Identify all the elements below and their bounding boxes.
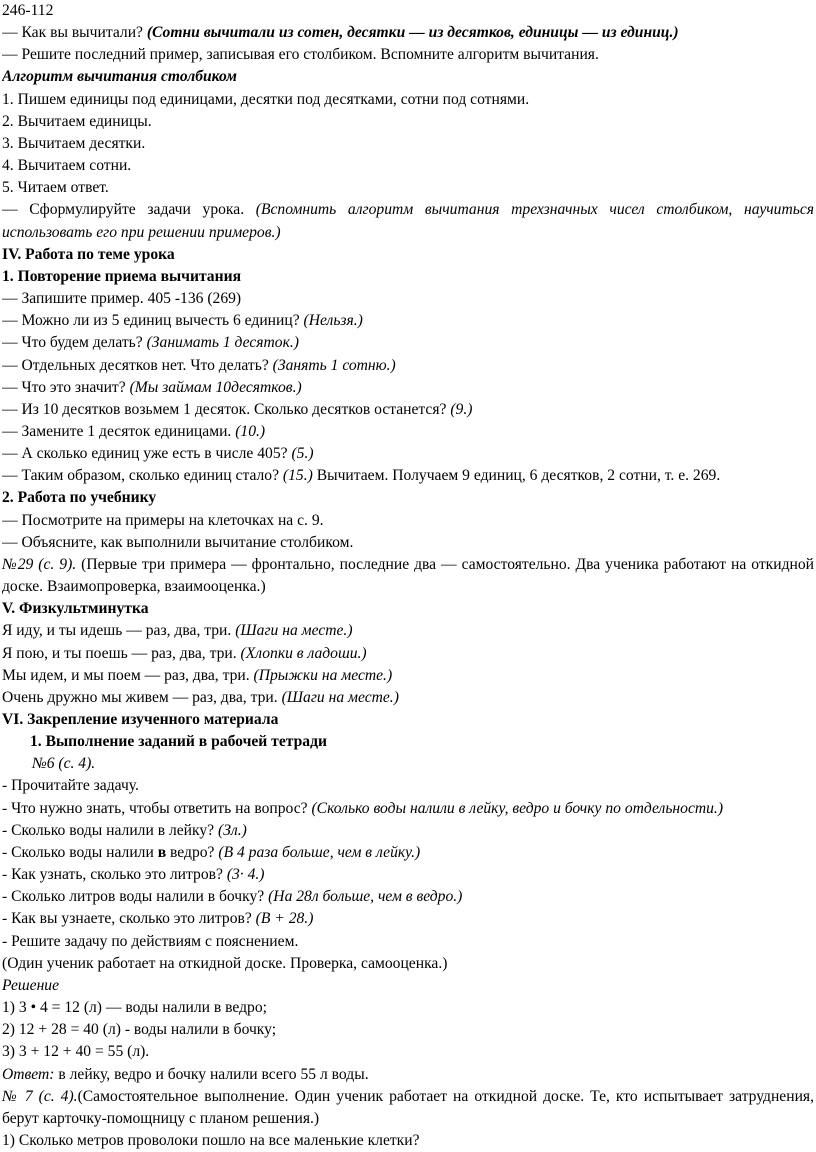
- subsection-repeat-heading: 1. Повторение приема вычитания: [2, 267, 241, 285]
- workbook-line-5: - Как узнать, сколько это литров? (3· 4.): [2, 866, 265, 884]
- solution-step-2: 2) 12 + 28 = 40 (л) - воды налили в бочку;: [2, 1021, 277, 1039]
- task-7-question-1: 1) Сколько метров проволоки пошло на все маленькие клетки?: [2, 1131, 420, 1149]
- algorithm-step-4: 4. Вычитаем сотни.: [2, 157, 132, 175]
- subsection-workbook-heading: 1. Выполнение заданий в рабочей тетради: [30, 733, 327, 751]
- solution-step-1: 1) 3 • 4 = 12 (л) — воды налили в ведро;: [2, 999, 267, 1017]
- answer-line: Ответ: в лейку, ведро и бочку налили всего 55 л воды.: [2, 1065, 369, 1083]
- workbook-line-6: - Сколько литров воды налили в бочку? (На 28л больше, чем в ведро.): [2, 888, 463, 906]
- question-how-subtracted: — Как вы вычитали? (Сотни вычитали из сотен, десятки — из десятков, единицы — из единиц.): [2, 24, 679, 42]
- dialog-line-6: — Из 10 десятков возьмем 1 десяток. Сколько десятков останется? (9.): [2, 400, 473, 418]
- poem-line-1: Я иду, и ты идешь — раз, два, три. (Шаги на месте.): [2, 622, 353, 640]
- textbook-line-1: — Посмотрите на примеры на клеточках на с. 9.: [2, 511, 324, 529]
- poem-line-4: Очень дружно мы живем — раз, два, три. (Шаги на месте.): [2, 688, 399, 706]
- workbook-line-7: - Как вы узнаете, сколько это литров? (В + 28.): [2, 910, 314, 928]
- workbook-note: (Один ученик работает на откидной доске. Проверка, самооценка.): [2, 954, 448, 972]
- dialog-line-7: — Замените 1 десяток единицами. (10.): [2, 422, 266, 440]
- dialog-line-2: — Можно ли из 5 единиц вычесть 6 единиц? (Нельзя.): [2, 312, 363, 330]
- task-29: №29 (с. 9). (Первые три примера — фронтально, последние два — самостоятельно. Два ученика работают на откидной доске. Взаимопроверка, взаимооценка.): [2, 555, 814, 596]
- algorithm-step-1: 1. Пишем единицы под единицами, десятки под десятками, сотни под сотнями.: [2, 90, 530, 108]
- workbook-line-4: - Сколько воды налили в ведро? (В 4 раза больше, чем в лейку.): [2, 843, 421, 861]
- subsection-textbook-heading: 2. Работа по учебнику: [2, 489, 157, 507]
- dialog-line-5: — Что это значит? (Мы займам 10десятков.): [2, 378, 302, 396]
- algorithm-step-3: 3. Вычитаем десятки.: [2, 134, 146, 152]
- dialog-line-1: — Запишите пример. 405 -136 (269): [2, 290, 242, 308]
- example-246-112: 246-112: [2, 2, 54, 19]
- workbook-line-1: - Прочитайте задачу.: [2, 777, 139, 795]
- solution-label: Решение: [2, 976, 60, 994]
- algorithm-heading: Алгоритм вычитания столбиком: [2, 68, 237, 86]
- workbook-line-3: - Сколько воды налили в лейку? (Зл.): [2, 821, 247, 839]
- algorithm-step-2: 2. Вычитаем единицы.: [2, 112, 152, 130]
- task-6-label: №6 (с. 4).: [32, 755, 96, 773]
- poem-line-3: Мы идем, и мы поем — раз, два, три. (Прыжки на месте.): [2, 666, 393, 684]
- section-iv-heading: IV. Работа по теме урока: [2, 245, 175, 263]
- solution-step-3: 3) 3 + 12 + 40 = 55 (л).: [2, 1043, 150, 1061]
- lesson-goals: — Сформулируйте задачи урока. (Вспомнить алгоритм вычитания трехзначных чисел столбиком, научиться использовать его при решении примеров.): [2, 201, 814, 241]
- algorithm-step-5: 5. Читаем ответ.: [2, 179, 109, 197]
- section-vi-heading: VI. Закрепление изученного материала: [2, 711, 279, 728]
- dialog-line-8: — А сколько единиц уже есть в числе 405? (5.): [2, 445, 314, 463]
- dialog-line-3: — Что будем делать? (Занимать 1 десяток.): [2, 334, 299, 352]
- section-v-heading: V. Физкультминутка: [2, 600, 149, 618]
- poem-line-2: Я пою, и ты поешь — раз, два, три. (Хлопки в ладоши.): [2, 644, 367, 662]
- textbook-line-2: — Объясните, как выполнили вычитание столбиком.: [2, 533, 354, 551]
- task-7: № 7 (с. 4).(Самостоятельное выполнение. Один ученик работает на откидной доске. Те, кто испытывает затруднения, берут карточку-помощницу с планом решения.): [2, 1087, 814, 1127]
- dialog-line-4: — Отдельных десятков нет. Что делать? (Занять 1 сотню.): [2, 356, 396, 374]
- instruction-solve-column: — Решите последний пример, записывая его столбиком. Вспомните алгоритм вычитания.: [2, 46, 599, 64]
- dialog-line-9: — Таким образом, сколько единиц стало? (15.) Вычитаем. Получаем 9 единиц, 6 десятков, 2 сотни, т. е. 269.: [2, 467, 721, 485]
- workbook-line-2: - Что нужно знать, чтобы ответить на вопрос? (Сколько воды налили в лейку, ведро и бочку по отдельности.): [2, 799, 724, 817]
- workbook-line-8: - Решите задачу по действиям с пояснением.: [2, 932, 299, 950]
